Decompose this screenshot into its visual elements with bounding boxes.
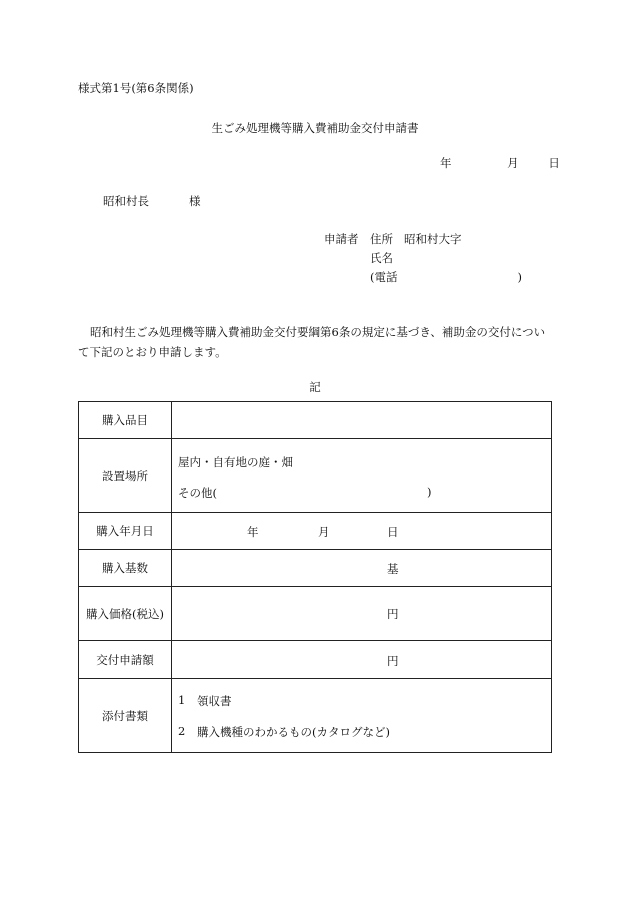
label-quantity: 購入基数 [79, 550, 172, 587]
label-location: 設置場所 [79, 439, 172, 513]
date-year: 年 [440, 156, 452, 170]
application-date[interactable] [440, 155, 560, 171]
purchase-month: 月 [318, 525, 330, 539]
phone-label: (電話 [370, 270, 398, 284]
purchase-year: 年 [247, 525, 259, 539]
attachment-2: 購入機種のわかるもの(カタログなど) [197, 725, 390, 739]
address-value[interactable]: 昭和村大字 [404, 232, 462, 246]
attachment-1-number: 1 [178, 693, 186, 707]
addressee-name: 昭和村長 [103, 194, 149, 208]
value-amount[interactable] [172, 641, 552, 679]
attachment-1: 領収書 [197, 694, 232, 708]
applicant-label: 申請者 [324, 232, 359, 246]
location-other-open: その他( [178, 486, 217, 500]
value-price[interactable] [172, 587, 552, 641]
label-amount: 交付申請額 [79, 641, 172, 679]
date-day: 日 [548, 156, 560, 170]
name-label: 氏名 [370, 251, 393, 265]
form-number: 様式第1号(第6条関係) [78, 81, 194, 95]
attachment-2-number: 2 [178, 724, 186, 738]
label-price: 購入価格(税込) [79, 587, 172, 641]
application-statement: 昭和村生ごみ処理機等購入費補助金交付要綱第6条の規定に基づき、補助金の交付について下記のとおり申請します。 [78, 325, 546, 359]
value-purchase-date[interactable] [172, 513, 552, 550]
phone-close: ) [517, 270, 522, 284]
address-label: 住所 [370, 232, 393, 246]
table-row-price [79, 587, 552, 641]
application-table [78, 401, 552, 753]
table-row-attachments [79, 679, 552, 753]
purchase-day: 日 [387, 525, 399, 539]
date-month: 月 [507, 156, 519, 170]
value-location[interactable] [172, 439, 552, 513]
ki-heading: 記 [309, 380, 321, 394]
value-quantity[interactable] [172, 550, 552, 587]
price-unit: 円 [387, 607, 399, 621]
quantity-unit: 基 [387, 562, 399, 576]
table-row-item [79, 402, 552, 439]
value-item[interactable] [172, 402, 552, 439]
location-other-close: ) [427, 485, 432, 499]
location-options: 屋内・自有地の庭・畑 [178, 455, 293, 469]
table-row-quantity [79, 550, 552, 587]
table-row-purchase-date [79, 513, 552, 550]
label-item: 購入品目 [79, 402, 172, 439]
label-purchase-date: 購入年月日 [79, 513, 172, 550]
addressee [103, 193, 201, 209]
table-row-amount [79, 641, 552, 679]
value-attachments [172, 679, 552, 753]
amount-unit: 円 [387, 654, 399, 668]
table-row-location [79, 439, 552, 513]
applicant-block [324, 231, 522, 288]
label-attachments: 添付書類 [79, 679, 172, 753]
document-title: 生ごみ処理機等購入費補助金交付申請書 [211, 121, 419, 135]
addressee-honorific: 様 [189, 194, 201, 208]
